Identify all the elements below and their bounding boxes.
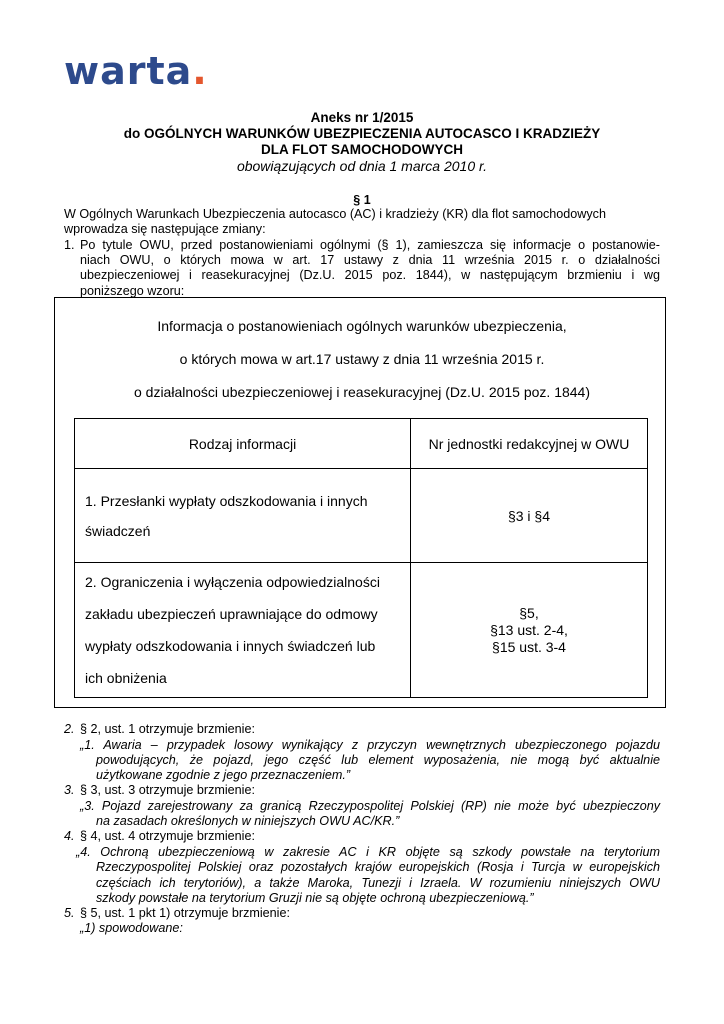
item-1-line: Po tytule OWU, przed postanowieniami ogólnymi (§ 1), zamieszcza się informacje o postanowie- [80, 238, 660, 252]
row-1-left-line: 1. Przesłanki wypłaty odszkodowania i innych [85, 492, 368, 509]
item-4-heading: § 4, ust. 4 otrzymuje brzmienie: [80, 829, 255, 843]
item-3-body-line: „3. Pojazd zarejestrowany za granicą Rzeczypospolitej Polskiej (RP) nie może być ubezpieczony [80, 799, 660, 813]
item-1-line: niach OWU, o których mowa w art. 17 ustawy z dnia 11 września 2015 r. o działalności [80, 253, 660, 267]
table-header-cell: Nr jednostki redakcyjnej w OWU [411, 419, 648, 469]
item-1-number: 1. [64, 238, 75, 252]
table-cell [75, 469, 411, 563]
row-2-right-line: §15 ust. 3-4 [492, 638, 566, 655]
row-2-left-line: zakładu ubezpieczeń uprawniające do odmowy [85, 606, 378, 622]
warta-logo [64, 49, 208, 93]
item-1-line: poniższego wzoru: [80, 284, 185, 298]
logo-text: warta [64, 49, 193, 93]
row-2-left-line: 2. Ograniczenia i wyłączenia odpowiedzialności [85, 574, 380, 590]
row-2-left-line: ich obniżenia [85, 670, 167, 686]
section-mark: § 1 [353, 193, 371, 207]
item-4-body-line: szkody powstałe na terytorium Gruzji nie są objęte ochroną ubezpieczeniową.” [96, 891, 534, 905]
info-table [74, 418, 648, 698]
item-4-body-line: „4. Ochroną ubezpieczeniową w zakresie AC i KR objęte są szkody powstałe na terytorium [76, 845, 660, 859]
item-3-number: 3. [64, 783, 75, 797]
table-row [75, 469, 648, 563]
logo-dot: . [192, 49, 208, 93]
box-title-line-1: Informacja o postanowieniach ogólnych warunków ubezpieczenia, [157, 318, 567, 334]
item-3-body-line: na zasadach określonych w niniejszych OWU AC/KR.” [96, 814, 400, 828]
box-title-line-3: o działalności ubezpieczeniowej i reasekuracyjnej (Dz.U. 2015 poz. 1844) [133, 384, 591, 400]
item-4-body-line: Rzeczypospolitej Polskiej oraz pozostałych krajów europejskich (Rosja i Turcja w europejskich [96, 860, 660, 874]
item-3-heading: § 3, ust. 3 otrzymuje brzmienie: [80, 783, 255, 797]
item-2-body-line: użytkowane zgodnie z jego przeznaczeniem.” [96, 768, 351, 782]
intro-line-2: wprowadza się następujące zmiany: [64, 222, 266, 236]
item-2-heading: § 2, ust. 1 otrzymuje brzmienie: [80, 722, 255, 736]
row-1-right-line: §3 i §4 [507, 507, 551, 524]
item-5-body-line: „1) spowodowane: [80, 921, 183, 935]
item-5-heading: § 5, ust. 1 pkt 1) otrzymuje brzmienie: [80, 906, 290, 920]
item-2-body-line: powodujących, że pojazd, jego część lub element wyposażenia, nie mogą być aktualnie [96, 753, 660, 767]
annex-number: Aneks nr 1/2015 [310, 110, 414, 125]
valid-from: obowiązujących od dnia 1 marca 2010 r. [236, 158, 488, 174]
item-4-number: 4. [64, 829, 75, 843]
row-2-right-line: §13 ust. 2-4, [490, 621, 568, 638]
box-title-line-2: o których mowa w art.17 ustawy z dnia 11 września 2015 r. [179, 351, 545, 367]
row-1-left-line: świadczeń [85, 522, 151, 539]
table-row [75, 563, 648, 698]
table-cell [75, 563, 411, 698]
row-2-right-line: §5, [519, 604, 539, 621]
item-2-number: 2. [64, 722, 75, 736]
intro-line-1: W Ogólnych Warunkach Ubezpieczenia autocasco (AC) i kradzieży (KR) dla flot samochodowych [64, 207, 606, 221]
item-4-body-line: częściach ich terytoriów), a także Maroka, Tunezji i Izraela. W rozumieniu niniejszych OWU [96, 876, 660, 890]
row-2-left-line: wypłaty odszkodowania i innych świadczeń lub [85, 638, 376, 654]
item-1-line: ubezpieczeniowej i reasekuracyjnej (Dz.U. 2015 poz. 1844), w następującym brzmieniu i wg [80, 268, 660, 282]
table-header-cell: Rodzaj informacji [75, 419, 411, 469]
annex-subtitle-2: DLA FLOT SAMOCHODOWYCH [261, 142, 463, 157]
item-5-number: 5. [64, 906, 75, 920]
table-cell [411, 469, 648, 563]
item-2-body-line: „1. Awaria – przypadek losowy wynikający z przyczyn wewnętrznych ubezpieczonego pojazdu [80, 738, 660, 752]
table-cell [411, 563, 648, 698]
table-header-row [75, 419, 648, 469]
annex-subtitle: do OGÓLNYCH WARUNKÓW UBEZPIECZENIA AUTOCASCO I KRADZIEŻY [123, 126, 601, 141]
